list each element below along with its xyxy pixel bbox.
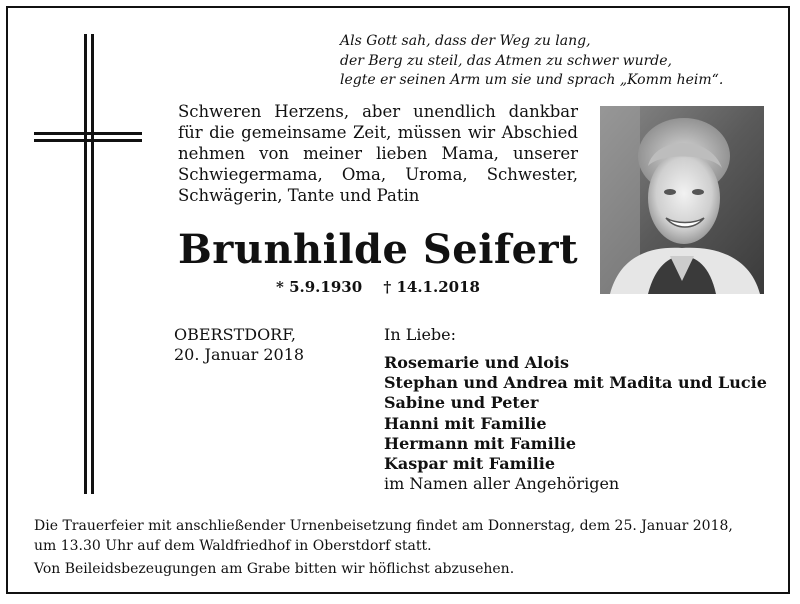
place-and-date: [174, 325, 304, 365]
mourners-heading: In Liebe:: [384, 325, 457, 344]
mourner-name: Hanni mit Familie: [384, 413, 547, 433]
poem-line: Als Gott sah, dass der Weg zu lang,: [340, 33, 591, 49]
life-dates: [178, 278, 578, 296]
intro-line: für die gemeinsame Zeit, müssen wir Abschied: [178, 123, 578, 142]
intro-line: nehmen von meiner lieben Mama, unserer: [178, 144, 578, 163]
cross-icon-horizontal-bottom: [34, 139, 142, 142]
notice-border: [6, 6, 790, 594]
condolence-note: Von Beileidsbezeugungen am Grabe bitten wir höflichst abzusehen.: [34, 561, 515, 577]
mourner-name: Stephan und Andrea mit Madita und Lucie: [384, 373, 767, 393]
intro-text: [178, 101, 578, 206]
mourner-name: Kaspar mit Familie: [384, 454, 555, 474]
portrait-image: [600, 106, 764, 294]
mourner-name: Hermann mit Familie: [384, 433, 577, 453]
funeral-info-line: Die Trauerfeier mit anschließender Urnenbeisetzung findet am Donnerstag, dem 25. Januar 2018,: [34, 518, 733, 534]
intro-line: Schwiegermama, Oma, Uroma, Schwester,: [178, 165, 578, 184]
portrait-photo: [600, 106, 764, 294]
mourners-closing: im Namen aller Angehörigen: [384, 474, 620, 494]
mourners-list: [384, 353, 767, 494]
cross-icon-vertical-right: [91, 34, 94, 494]
death-date: † 14.1.2018: [383, 278, 480, 296]
place-city: OBERSTDORF,: [174, 325, 296, 344]
cross-icon-horizontal-top: [34, 132, 142, 135]
poem: [340, 32, 770, 91]
funeral-info: [34, 516, 774, 579]
mourner-name: Sabine und Peter: [384, 393, 539, 413]
deceased-name: Brunhilde Seifert: [178, 226, 579, 273]
mourner-name: Rosemarie und Alois: [384, 353, 569, 372]
notice-date: 20. Januar 2018: [174, 345, 305, 364]
birth-date: * 5.9.1930: [276, 278, 363, 296]
funeral-info-line: um 13.30 Uhr auf dem Waldfriedhof in Oberstdorf statt.: [34, 538, 432, 554]
intro-line: Schwägerin, Tante und Patin: [178, 186, 420, 205]
cross-icon-vertical-left: [84, 34, 87, 494]
poem-line: legte er seinen Arm um sie und sprach „Komm heim“.: [340, 72, 724, 88]
poem-line: der Berg zu steil, das Atmen zu schwer wurde,: [340, 52, 673, 69]
intro-line: Schweren Herzens, aber unendlich dankbar: [178, 102, 578, 121]
